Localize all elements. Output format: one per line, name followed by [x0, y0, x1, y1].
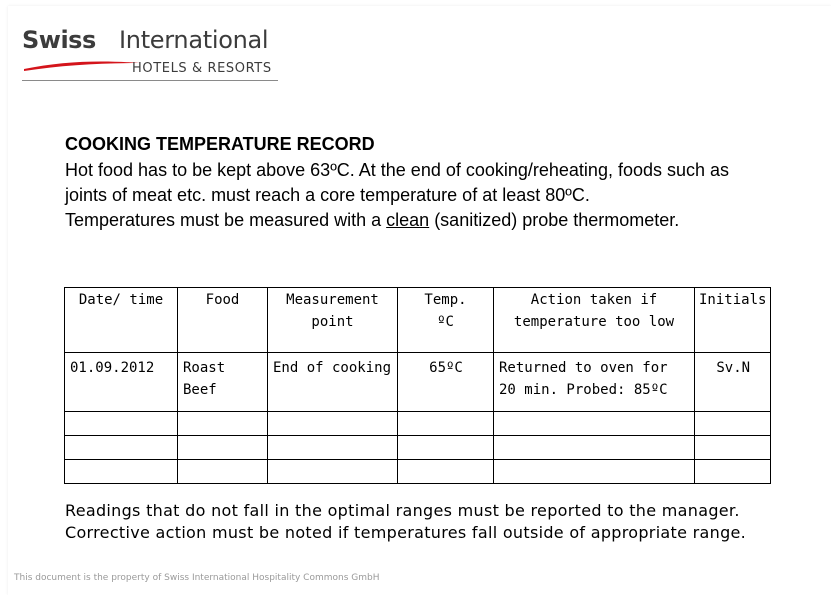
header-date: Date/ time	[65, 288, 178, 353]
temperature-table	[64, 287, 771, 484]
cell-temp: 65ºC	[398, 353, 494, 412]
header-food: Food	[178, 288, 268, 353]
intro-text	[65, 158, 765, 233]
header-initials: Initials	[695, 288, 771, 353]
table-row-empty	[65, 460, 771, 484]
header-measurement: Measurement point	[268, 288, 398, 353]
brand-name-regular: International	[119, 26, 269, 54]
footer-note: Readings that do not fall in the optimal ranges must be reported to the manager. Corrective action must be noted if temperatures fall outside of appropriate range.	[65, 501, 747, 542]
intro-line-2-after: (sanitized) probe thermometer.	[429, 210, 680, 230]
cell-measurement: End of cooking	[268, 353, 398, 412]
cell-date: 01.09.2012	[65, 353, 178, 412]
header-action: Action taken if temperature too low	[494, 288, 695, 353]
intro-line-2	[65, 208, 765, 233]
swoosh-icon	[22, 58, 142, 72]
cell-action: Returned to oven for 20 min. Probed: 85ºC	[494, 353, 695, 412]
table-row	[65, 353, 771, 412]
header-temp: Temp. ºC	[398, 288, 494, 353]
property-notice: This document is the property of Swiss International Hospitality Commons GmbH	[14, 573, 380, 583]
table-row-empty	[65, 436, 771, 460]
logo-divider	[22, 80, 278, 81]
intro-line-2-before: Temperatures must be measured with a	[65, 210, 387, 230]
page-title: COOKING TEMPERATURE RECORD	[65, 134, 375, 154]
table-row-empty	[65, 412, 771, 436]
brand-logo	[22, 26, 280, 82]
brand-subtitle: HOTELS & RESORTS	[132, 61, 272, 76]
brand-name-bold: Swiss	[22, 26, 96, 54]
cell-food: Roast Beef	[178, 353, 268, 412]
intro-line-1: Hot food has to be kept above 63ºC. At the end of cooking/reheating, foods such as joints of meat etc. must reach a core temperature of at least 80ºC.	[65, 160, 730, 205]
cell-initials: Sv.N	[695, 353, 771, 412]
table-header-row	[65, 288, 771, 353]
intro-line-2-underlined: clean	[386, 210, 430, 230]
